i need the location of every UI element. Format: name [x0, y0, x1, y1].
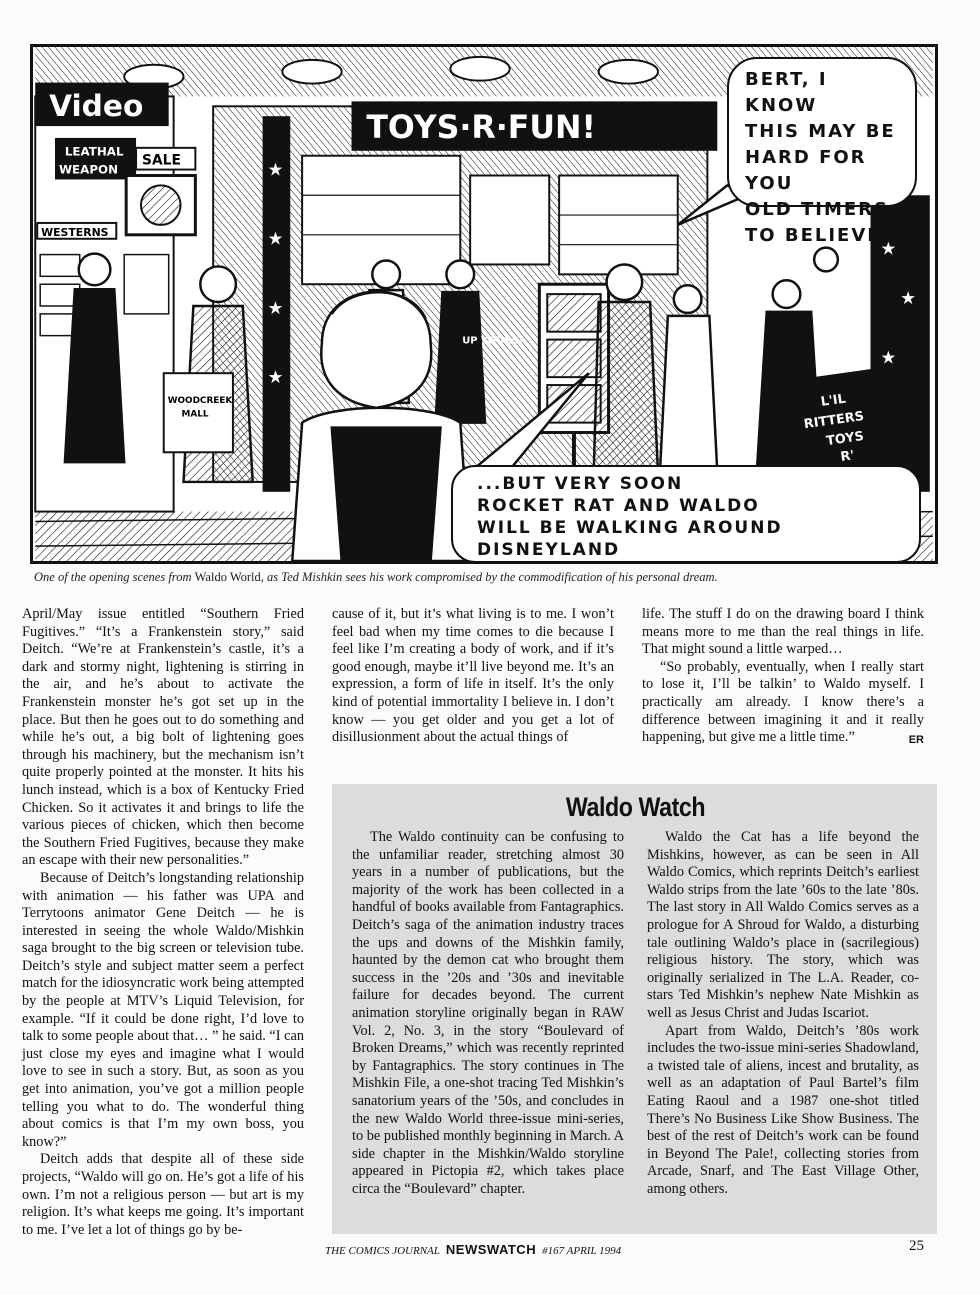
- waldo-watch-sidebar: [332, 784, 937, 1234]
- lethal-weapon-sign-1: LEATHAL: [64, 144, 124, 159]
- ritters-sign-4: R': [839, 448, 856, 466]
- sidebar-column-right: [647, 829, 919, 1198]
- sidebar-paragraph: The Waldo continuity can be confusing to the unfamiliar reader, stretching almost 30 years in a number of publications, but the majority of the work has been collected in a handful of books available from Fantagraphics. Deitch’s saga of the animation industry traces the ups and downs of the Mishkin family, haunted by the demon cat who brought them success in the ’20s and ’30s and inevitable failure for decades beyond. The current animation storyline originally began in RAW Vol. 2, No. 3, in the story “Boulevard of Broken Dreams,” which was recently reprinted by Fantagraphics. The story continues in The Mishkin File, a one-shot tracing Ted Mishkin’s sanatorium years of the ’50s, and concludes in the new Waldo World three-issue mini-series, to be published monthly beginning in March. A side chapter in the Mishkin/Waldo storyline appeared in Pictopia #2, which takes place circa the “Boulevard” chapter.: [352, 829, 624, 1197]
- footer-section: NEWSWATCH: [445, 1242, 537, 1257]
- article-paragraph: life. The stuff I do on the drawing board I think means more to me than the real things in life. That might sound a little warped…: [642, 606, 924, 658]
- article-paragraph: cause of it, but it’s what living is to me. I won’t feel bad when my time comes to die because I feel like I’m creating a body of work, and if it’s good enough, maybe it’ll live beyond me. It’s an expression, a form of life in itself. It’s the only kind of potential immortality I believe in. I don’t know — you get older and you get a lot of disillusionment about the actual things of: [332, 606, 614, 746]
- caption-after: , as Ted Mishkin sees his work compromised by the commodification of his personal dream.: [260, 570, 718, 584]
- lethal-weapon-sign-2: WEAPON: [58, 162, 119, 177]
- woodcreek-sign-2: MALL: [181, 409, 209, 420]
- comic-panel: [30, 44, 938, 564]
- sidebar-column-left: [352, 829, 624, 1198]
- svg-text:★: ★: [900, 288, 917, 309]
- sale-sign: SALE: [141, 152, 181, 169]
- woodcreek-sign-1: WOODCREEK: [167, 395, 233, 406]
- sidebar-columns: [352, 829, 919, 1198]
- video-sign: Video: [49, 88, 144, 124]
- footer-publication: THE COMICS JOURNAL: [325, 1245, 440, 1257]
- svg-text:★: ★: [880, 347, 897, 369]
- caption-before: One of the opening scenes from: [34, 570, 195, 584]
- footer-issue: #167 APRIL 1994: [542, 1245, 622, 1257]
- figure-caption: [34, 570, 944, 585]
- toys-r-fun-sign: TOYS·R·FUN!: [366, 109, 596, 146]
- caption-title: Waldo World: [194, 570, 261, 584]
- svg-text:★: ★: [267, 228, 284, 250]
- article-paragraph: Deitch adds that despite all of these side projects, “Waldo will go on. He’s got a life of his own. I’m not a religious person — but art is my religion. It’s what keeps me going. It’s important to me. I’ve let a lot of things go by be-: [22, 1151, 304, 1238]
- footer-publication-line: [325, 1242, 621, 1257]
- svg-text:★: ★: [267, 367, 284, 389]
- page-footer: [0, 1238, 980, 1262]
- ritters-sign-2: RITTERS: [803, 408, 865, 433]
- sidebar-paragraph: Waldo the Cat has a life beyond the Mishkins, however, as can be seen in All Waldo Comics, which reprints Deitch’s earliest Waldo strips from the late ’60s to the late ’80s. The last story in All Waldo Comics serves as a prologue for A Shroud for Waldo, a disturbing tale outlining Waldo’s place in (sacrilegious) religious history. The story, which was originally serialized in The L.A. Reader, co-stars Ted Mishkin’s nephew Nate Mishkin as well as Jesus Christ and Judas Iscariot.: [647, 829, 919, 1021]
- svg-text:★: ★: [880, 238, 897, 260]
- svg-text:★: ★: [267, 297, 284, 319]
- shirt-text: UP YOURS!: [462, 335, 524, 347]
- article-column-3: [642, 606, 924, 750]
- article-column-1: [22, 606, 304, 1239]
- article-column-2: [332, 606, 614, 747]
- page-number: 25: [909, 1238, 924, 1254]
- ritters-sign-3: TOYS: [825, 428, 865, 450]
- sidebar-title: Waldo Watch: [565, 792, 706, 822]
- sidebar-paragraph: Apart from Waldo, Deitch’s ’80s work includes the two-issue mini-series Shadowland, a twisted tale of aliens, incest and brutality, as well as an adaptation of Paul Bartel’s film Eating Raoul and a 1987 one-shot titled There’s No Business Like Show Business. The best of the rest of Deitch’s work can be found in Beyond The Pale!, collecting stories from Arcade, Snarf, and The East Village Other, among others.: [647, 1022, 919, 1197]
- article-paragraph-text: “So probably, eventually, when I really start to lose it, I’ll be talkin’ to Waldo myself. I practically am already. I know there’s a difference between imagining it and it really happening, but give me a little time.”: [642, 658, 924, 746]
- article-paragraph: April/May issue entitled “Southern Fried Fugitives.” “It’s a Frankenstein story,” said Deitch. “We’re at Frankenstein’s castle, it’s a dark and stormy night, lightening is stirring in the air, and he’s about to activate the Frankenstein monster he’s got set up in the place. But then he goes out to do something and while he’s out, a big bolt of lightening goes through his machinery, but the mechanism isn’t quite properly pointed at the monster. It hits his lunch instead, which is a box of Kentucky Fried Chicken. So it activates it and brings to life the various pieces of chicken, which then become the Southern Fried Fugitives, because they make an escape with their new personalities.”: [22, 606, 304, 869]
- ritters-sign-1: L'IL: [819, 391, 847, 410]
- author-signature: ER: [908, 734, 924, 747]
- speech-balloon-top: BERT, I KNOW THIS MAY BE HARD FOR YOU OLD TIMERS TO BELIEVE,: [727, 57, 917, 207]
- westerns-sign: WESTERNS: [41, 225, 109, 239]
- svg-text:★: ★: [267, 159, 284, 181]
- article-paragraph: [642, 659, 924, 747]
- speech-balloon-bottom: ...BUT VERY SOON ROCKET RAT AND WALDO WILL BE WALKING AROUND DISNEYLAND: [451, 465, 921, 563]
- article-paragraph: Because of Deitch’s longstanding relationship with animation — his father was UPA and Terrytoons animator Gene Deitch — he is interested in seeing the whole Waldo/Mishkin saga brought to the big screen or television tube. Deitch’s style and subject matter seem a perfect match for the idiosyncratic work being attempted by the people at MTV’s Liquid Television, for example. “If it could be done right, I’d love to talk to some people about that… ” he said. “I can just close my eyes and imagine what I would love to see in such a story. But, as soon as you get into animation, you’ve got a million people telling you what to do. The wonderful thing about comics is that I’m my own boss, you know?”: [22, 869, 304, 1150]
